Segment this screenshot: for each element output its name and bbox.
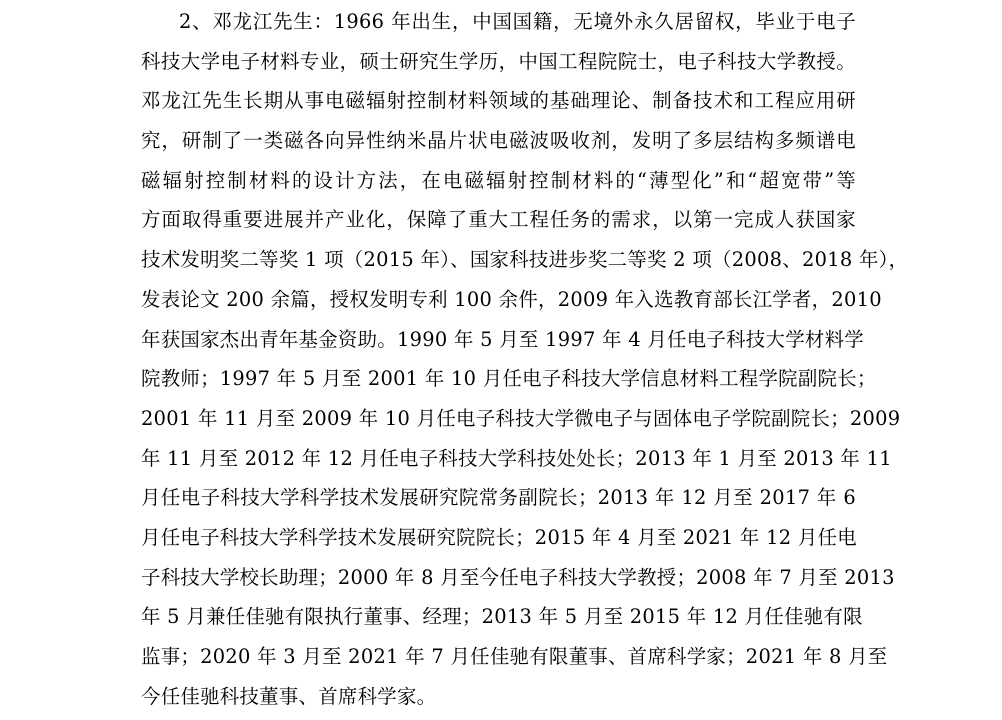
paragraph-line: 科技大学电子材料专业，硕士研究生学历，中国工程院院士，电子科技大学教授。 [141, 49, 856, 73]
paragraph-line: 子科技大学校长助理；2000 年 8 月至今任电子科技大学教授；2008 年 7 月至 2013 [141, 565, 895, 589]
paragraph-line: 2、邓龙江先生：1966 年出生，中国国籍，无境外永久居留权，毕业于电子 [179, 10, 856, 33]
paragraph-line: 方面取得重要进展并产业化，保障了重大工程任务的需求，以第一完成人获国家 [141, 208, 856, 232]
paragraph-line: 年获国家杰出青年基金资助。1990 年 5 月至 1997 年 4 月任电子科技大学材料学 [141, 327, 864, 351]
paragraph-line: 究，研制了一类磁各向异性纳米晶片状电磁波吸收剂，发明了多层结构多频谱电 [141, 129, 856, 153]
paragraph-line: 发表论文 200 余篇，授权发明专利 100 余件，2009 年入选教育部长江学者，2010 [141, 287, 882, 311]
paragraph-line: 今任佳驰科技董事、首席科学家。 [141, 684, 437, 708]
paragraph-line: 技术发明奖二等奖 1 项（2015 年）、国家科技进步奖二等奖 2 项（2008、2018 年）， [141, 248, 909, 272]
paragraph-line: 院教师；1997 年 5 月至 2001 年 10 月任电子科技大学信息材料工程学院副院长； [141, 367, 877, 391]
paragraph-line: 监事；2020 年 3 月至 2021 年 7 月任佳驰有限董事、首席科学家；2021 年 8 月至 [141, 645, 888, 668]
paragraph-line: 2001 年 11 月至 2009 年 10 月任电子科技大学微电子与固体电子学院副院长；2009 [141, 406, 901, 430]
paragraph-line: 邓龙江先生长期从事电磁辐射控制材料领域的基础理论、制备技术和工程应用研 [141, 89, 856, 113]
paragraph-line: 月任电子科技大学科学技术发展研究院院长；2015 年 4 月至 2021 年 12 月任电 [141, 525, 857, 549]
biography-paragraph [141, 2, 909, 716]
paragraph-line: 年 5 月兼任佳驰有限执行董事、经理；2013 年 5 月至 2015 年 12 月任佳驰有限 [141, 605, 863, 629]
paragraph-line: 月任电子科技大学科学技术发展研究院常务副院长；2013 年 12 月至 2017 年 6 [141, 486, 856, 510]
paragraph-line: 年 11 月至 2012 年 12 月任电子科技大学科技处处长；2013 年 1 月至 2013 年 11 [141, 446, 892, 470]
paragraph-line: 磁辐射控制材料的设计方法，在电磁辐射控制材料的“薄型化”和“超宽带”等 [141, 168, 856, 192]
